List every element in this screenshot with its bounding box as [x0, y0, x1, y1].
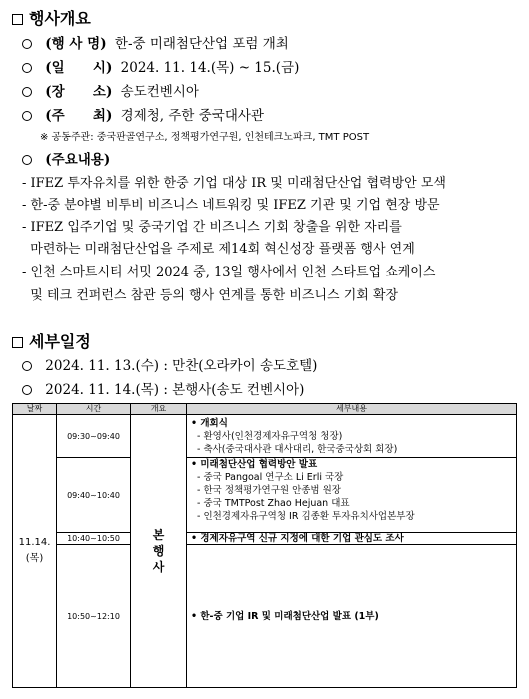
table-row [13, 458, 517, 533]
overview-item-name: (행 사 명) 한-중 미래첨단산업 포럼 개최 [22, 32, 289, 52]
overview-item-date: (일 시) 2024. 11. 14.(목) ~ 15.(금) [22, 56, 299, 76]
table-row [13, 545, 517, 688]
circle-bullet-icon [22, 155, 32, 165]
content-bullet: 마련하는 미래첨단산업을 주제로 제14회 혁신성장 플랫폼 행사 연계 [22, 242, 415, 257]
date-cell: 11.14. (목) [13, 415, 57, 688]
time-cell: 10:40~10:50 [57, 533, 131, 545]
time-cell: 10:50~12:10 [57, 545, 131, 688]
details-cell: • 미래첨단산업 협력방안 발표 - 중국 Pangoal 연구소 Li Erli 국장 - 한국 정책평가연구원 안종범 원장 - 중국 TMTPost Zhao Hejuan 대표 - 인천경제자유구역청 IR 김종환 투자유치사업본부장 [187, 458, 517, 533]
schedule-item-dinner: 2024. 11. 13.(수) : 만찬(오라카이 송도호텔) [22, 354, 317, 374]
content-bullet: 및 테크 컨퍼런스 참관 등의 행사 연계를 통한 비즈니스 기회 확장 [22, 288, 399, 303]
table-row [13, 533, 517, 545]
content-bullet: - IFEZ 입주기업 및 중국기업 간 비즈니스 기회 창출을 위한 자리를 [22, 220, 402, 235]
content-bullet: - 인천 스마트시티 서밋 2024 중, 13일 행사에서 인천 스타트업 쇼케이스 [22, 265, 436, 280]
header-details: 세부내용 [187, 404, 517, 415]
circle-bullet-icon [22, 111, 32, 121]
header-category: 개요 [131, 404, 187, 415]
table-row [13, 415, 517, 458]
details-cell: • 개회식 - 환영사(인천경제자유구역청 청장) - 축사(중국대사관 대사대리, 한국중국상회 회장) [187, 415, 517, 458]
content-bullet: - 한-중 분야별 비투비 비즈니스 네트워킹 및 IFEZ 기관 및 기업 현장 방문 [22, 198, 440, 213]
section-heading-overview: 행사개요 [12, 6, 91, 29]
square-bullet-icon [12, 14, 23, 25]
section-heading-schedule: 세부일정 [12, 329, 91, 352]
details-cell: • 한-중 기업 IR 및 미래첨단산업 발표 (1부) [187, 545, 517, 688]
details-cell: • 경제자유구역 신규 지정에 대한 기업 관심도 조사 [187, 533, 517, 545]
overview-item-venue: (장 소) 송도컨벤시아 [22, 80, 199, 100]
category-cell: 본 행 사 [131, 415, 187, 688]
content-bullet: - IFEZ 투자유치를 위한 한중 기업 대상 IR 및 미래첨단산업 협력방안 모색 [22, 176, 446, 191]
schedule-table [12, 403, 517, 688]
square-bullet-icon [12, 337, 23, 348]
co-organizer-note: ※ 공동주관: 중국판골연구소, 정책평가연구원, 인천테크노파크, TMT POST [40, 132, 370, 143]
overview-item-content: (주요내용) [22, 148, 110, 168]
circle-bullet-icon [22, 361, 32, 371]
header-time: 시간 [57, 404, 131, 415]
table-header-row [13, 404, 517, 415]
time-cell: 09:40~10:40 [57, 458, 131, 533]
time-cell: 09:30~09:40 [57, 415, 131, 458]
circle-bullet-icon [22, 63, 32, 73]
circle-bullet-icon [22, 39, 32, 49]
schedule-item-main: 2024. 11. 14.(목) : 본행사(송도 컨벤시아) [22, 378, 304, 398]
circle-bullet-icon [22, 87, 32, 97]
circle-bullet-icon [22, 385, 32, 395]
overview-item-host: (주 최) 경제청, 주한 중국대사관 [22, 104, 264, 124]
header-date: 날짜 [13, 404, 57, 415]
